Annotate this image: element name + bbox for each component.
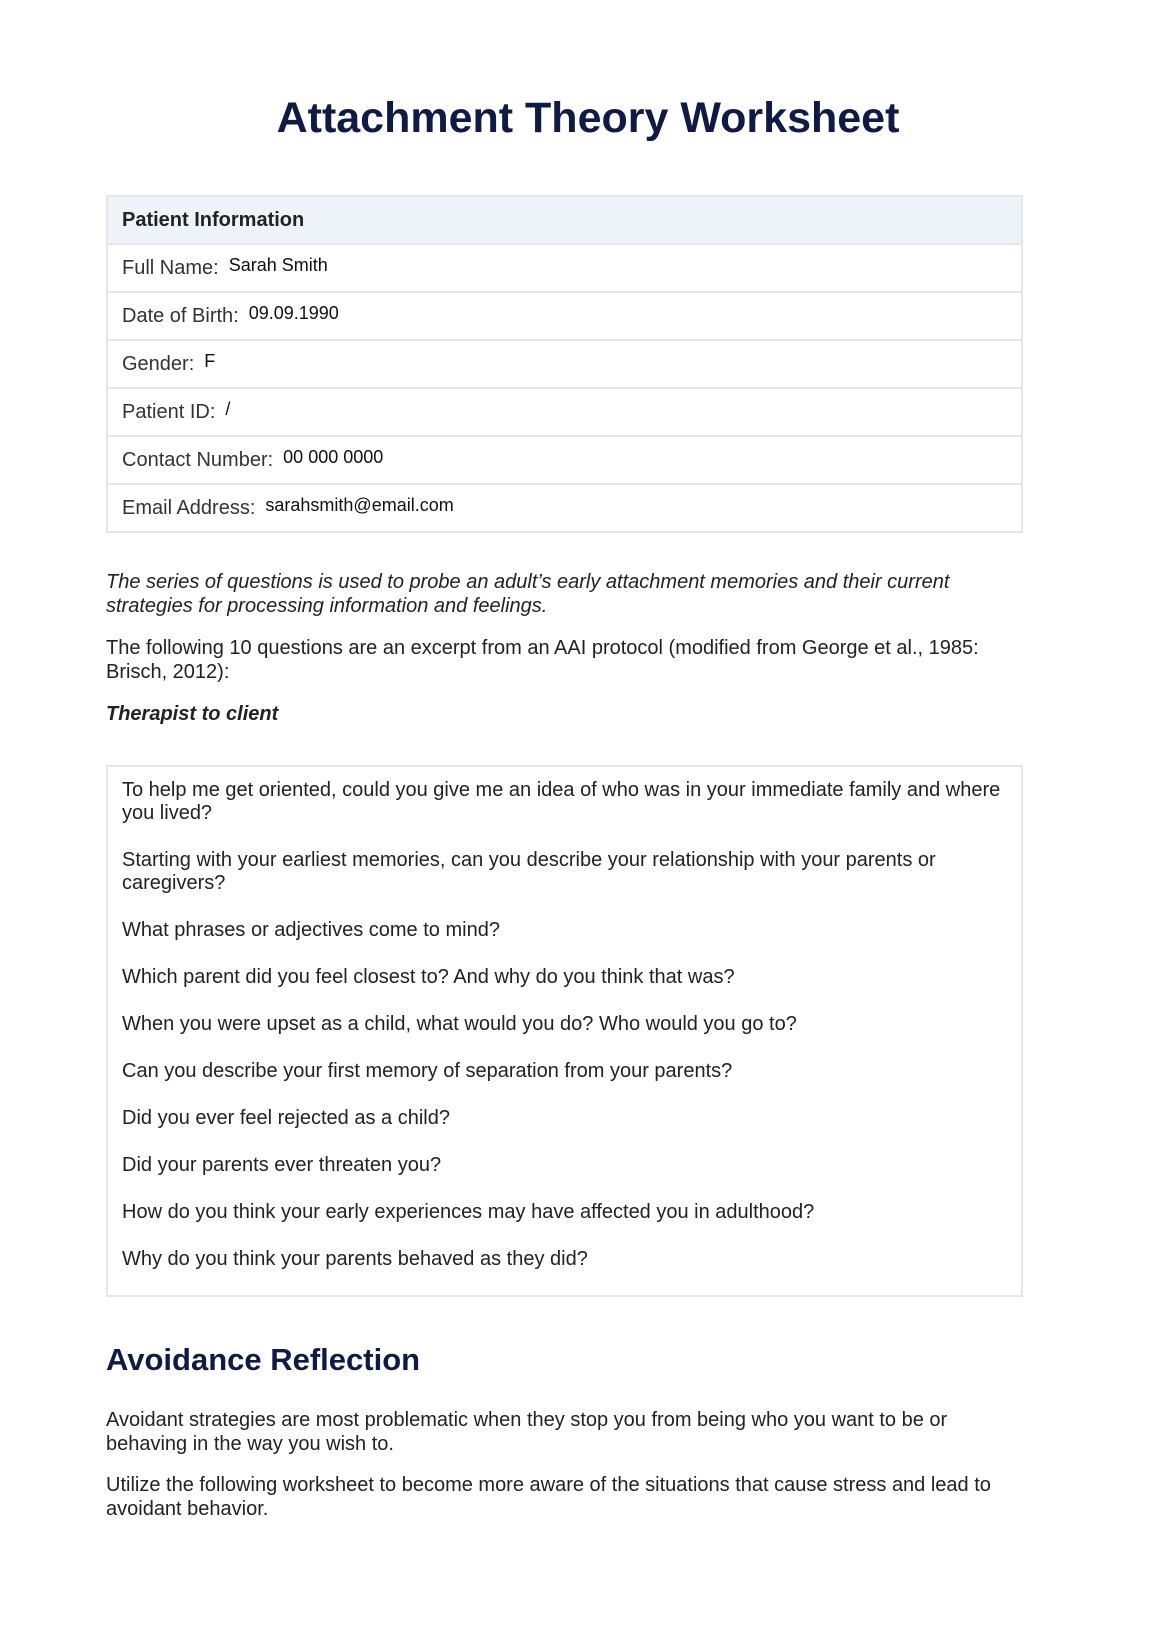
field-label: Date of Birth: <box>122 304 239 327</box>
field-value[interactable]: 00 000 0000 <box>283 446 384 467</box>
avoidance-heading: Avoidance Reflection <box>106 1342 421 1377</box>
field-full-name[interactable] <box>108 243 1021 291</box>
field-contact-number[interactable] <box>108 435 1021 483</box>
question-item: Starting with your earliest memories, can you describe your relationship with your parents or caregivers? <box>122 849 936 894</box>
question-item: To help me get oriented, could you give me an idea of who was in your immediate family and where you lived? <box>122 779 1001 824</box>
field-value[interactable]: Sarah Smith <box>228 254 328 275</box>
field-label: Full Name: <box>122 256 219 279</box>
questions-box <box>106 765 1023 1297</box>
question-item: What phrases or adjectives come to mind? <box>122 919 500 941</box>
page-title: Attachment Theory Worksheet <box>276 94 900 142</box>
avoidance-paragraph: Utilize the following worksheet to become more aware of the situations that cause stress and lead to avoidant behavior. <box>106 1474 991 1520</box>
field-patient-id[interactable] <box>108 387 1021 435</box>
intro-italic: The series of questions is used to probe an adult’s early attachment memories and their current strategies for processing information and feelings. <box>106 571 950 617</box>
question-item: Did your parents ever threaten you? <box>122 1154 442 1176</box>
field-label: Gender: <box>122 352 195 375</box>
field-value[interactable]: 09.09.1990 <box>248 302 339 323</box>
field-date-of-birth[interactable] <box>108 291 1021 339</box>
question-item: Which parent did you feel closest to? And why do you think that was? <box>122 966 735 988</box>
patient-information-header: Patient Information <box>108 197 1021 243</box>
field-label: Contact Number: <box>122 448 274 471</box>
field-value[interactable]: / <box>225 398 231 419</box>
avoidance-paragraph: Avoidant strategies are most problematic when they stop you from being who you want to be or behaving in the way you wish to. <box>106 1409 948 1455</box>
avoidance-section <box>106 1408 1026 1538</box>
field-label: Patient ID: <box>122 400 216 423</box>
field-label: Email Address: <box>122 496 256 519</box>
intro-text: The following 10 questions are an excerpt from an AAI protocol (modified from George et al., 1985: Brisch, 2012): <box>106 637 979 683</box>
field-gender[interactable] <box>108 339 1021 387</box>
patient-information-table <box>106 195 1023 533</box>
field-value[interactable]: F <box>204 350 216 371</box>
intro-section <box>106 570 1026 744</box>
question-item: How do you think your early experiences may have affected you in adulthood? <box>122 1201 815 1223</box>
field-email-address[interactable] <box>108 483 1021 531</box>
question-item: Did you ever feel rejected as a child? <box>122 1107 450 1129</box>
question-item: Why do you think your parents behaved as they did? <box>122 1248 588 1270</box>
question-item: When you were upset as a child, what would you do? Who would you go to? <box>122 1013 797 1035</box>
field-value[interactable]: sarahsmith@email.com <box>265 494 454 515</box>
question-item: Can you describe your first memory of separation from your parents? <box>122 1060 733 1082</box>
intro-subheading: Therapist to client <box>106 703 279 725</box>
